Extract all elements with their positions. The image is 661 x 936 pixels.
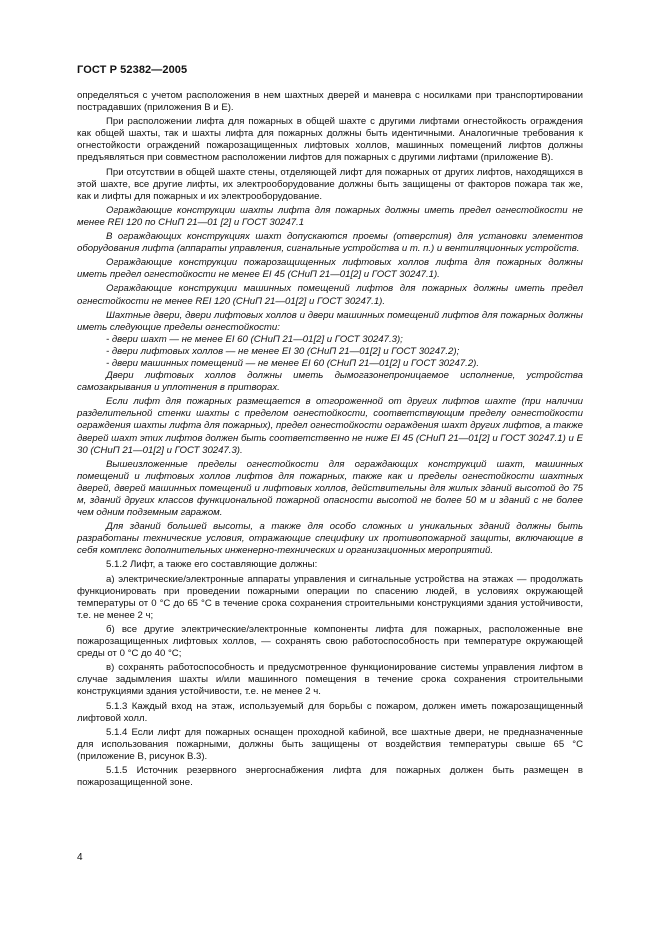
paragraph: При отсутствии в общей шахте стены, отделяющей лифт для пожарных от других лифтов, находящихся в этой шахте, все другие лифты, их электрооборудование должны быть защищены от факторов пожара так же, как и лифты для пожарных и их электрооборудование. <box>77 166 583 202</box>
body-text <box>77 90 583 789</box>
clause: 5.1.3 Каждый вход на этаж, используемый для борьбы с пожаром, должен иметь пожарозащищенный лифтовой холл. <box>77 700 583 724</box>
page-number: 4 <box>77 852 83 863</box>
paragraph: Если лифт для пожарных размещается в отгороженной от других лифтов шахте (при наличии разделительной стенки шахты с пределом огнестойкости, соответствующим пределу огнестойкости ограждения шахты лифта для пожарных), предел огнестойкости ограждения шахт других лифтов, а также дверей шахт этих лифтов должен быть соответственно не ниже EI 45 (СНиП 21—01[2] и ГОСТ 30247.1) и E 30 (СНиП 21—01[2] и ГОСТ 30247.3). <box>77 396 583 456</box>
paragraph: Ограждающие конструкции машинных помещений лифтов для пожарных должны иметь предел огнестойкости не менее REI 120 (СНиП 21—01[2] и ГОСТ 30247.1). <box>77 283 583 307</box>
paragraph: Ограждающие конструкции пожарозащищенных лифтовых холлов лифта для пожарных должны иметь предел огнестойкости не менее EI 45 (СНиП 21—01[2] и ГОСТ 30247.1). <box>77 257 583 281</box>
paragraph: определяться с учетом расположения в нем шахтных дверей и маневра с носилками при транспортировании пострадавших (приложения В и Е). <box>77 90 583 114</box>
paragraph: Вышеизложенные пределы огнестойкости для ограждающих конструкций шахт, машинных помещений и лифтовых холлов лифтов для пожарных, также как и пределы огнестойкости шахтных дверей, дверей машинных помещений и лифтовых холлов, действительны для жилых зданий высотой до 75 м, зданий других классов функциональной пожарной опасности высотой не более 50 м и зданий с не более чем одним подземным гаражом. <box>77 458 583 519</box>
clause: 5.1.4 Если лифт для пожарных оснащен проходной кабиной, все шахтные двери, не предназначенные для использования пожарными, должны быть защищены от воздействия температуры свыше 65 °С (приложение В, рисунок В.3). <box>77 726 583 762</box>
paragraph: Двери лифтовых холлов должны иметь дымогазонепроницаемое исполнение, устройства самозакрывания и уплотнения в притворах. <box>77 370 583 394</box>
document-header: ГОСТ Р 52382—2005 <box>77 64 188 76</box>
list-item: б) все другие электрические/электронные компоненты лифта для пожарных, расположенные вне пожарозащищенных лифтовых холлов, — сохранять свою работоспособность при температуре окружающей среды от 0 °С до 40 °С; <box>77 623 583 660</box>
clause-heading: 5.1.2 Лифт, а также его составляющие должны: <box>106 559 318 571</box>
list-item: в) сохранять работоспособность и предусмотренное функционирование системы управления лифтом в случае задымления шахты и/или машинного помещения в течение срока сохранения строительными конструкциями здания устойчивости, т.е. не менее 2 ч. <box>77 662 583 698</box>
list-item: - двери машинных помещений — не менее EI 60 (СНиП 21—01[2] и ГОСТ 30247.2). <box>106 357 480 369</box>
list-item: а) электрические/электронные аппараты управления и сигнальные устройства на этажах — продолжать функционировать при проведении пожарными операции по спасению людей, в условиях окружающей температуры от 0 °С до 65 °С в течение срока сохранения строительными конструкциями здания устойчивости, т.е. не менее 2 ч; <box>77 573 583 621</box>
list-item: - двери лифтовых холлов — не менее EI 30 (СНиП 21—01[2] и ГОСТ 30247.2); <box>106 345 460 357</box>
list-item: - двери шахт — не менее EI 60 (СНиП 21—01[2] и ГОСТ 30247.3); <box>106 333 403 345</box>
paragraph: Ограждающие конструкции шахты лифта для пожарных должны иметь предел огнестойкости не менее REI 120 по СНиП 21—01 [2] и ГОСТ 30247.1 <box>77 204 583 228</box>
paragraph: При расположении лифта для пожарных в общей шахте с другими лифтами огнестойкость ограждения как общей шахты, так и шахты лифта для пожарных должны быть идентичными. Аналогичные требования к огнестойкости ограждений пожарозащищенных лифтовых холлов, машинных помещений лифтов должны предъявляться при совместном расположении лифтов для пожарных с другими лифтами (приложение В). <box>77 116 583 164</box>
clause: 5.1.5 Источник резервного энергоснабжения лифта для пожарных должен быть размещен в пожарозащищенной зоне. <box>77 764 583 789</box>
paragraph: Шахтные двери, двери лифтовых холлов и двери машинных помещений лифтов для пожарных должны иметь следующие пределы огнестойкости: <box>77 309 583 333</box>
paragraph: В ограждающих конструкциях шахт допускаются проемы (отверстия) для установки элементов оборудования лифта (аппараты управления, сигнальные устройства и т. п.) и вентиляционных устройств. <box>77 231 583 255</box>
paragraph: Для зданий большей высоты, а также для особо сложных и уникальных зданий должны быть разработаны технические условия, отражающие специфику их противопожарной защиты, включающие в себя комплекс дополнительных инженерно-технических и организационных мероприятий. <box>77 521 583 557</box>
